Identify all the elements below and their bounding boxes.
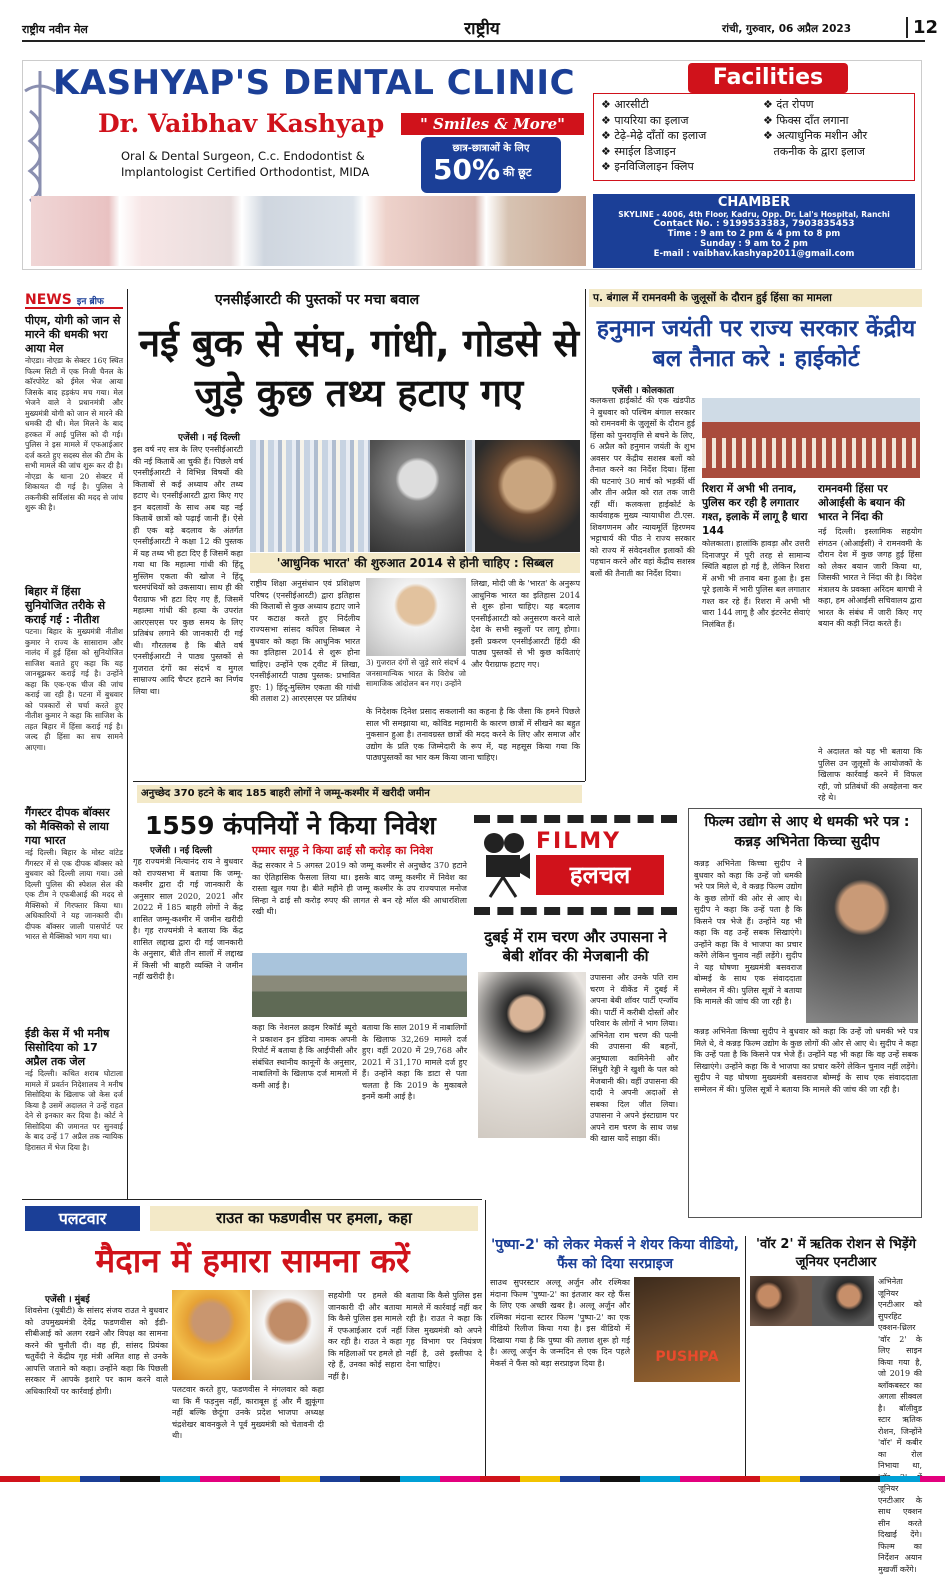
brief-headline: बिहार में हिंसा सुनियोजित तरीके से कराई गई : नीतीश <box>25 585 106 626</box>
ramcharan-body: उपासना और उनके पति राम चरण ने वीकेंड में दुबई में अपना बेबी शॉवर पार्टी एन्जॉय की। पार्टी में करीबी दोस्तों और परिवार के लोगों ने भाग लिया। अभिनेता राम चरण की पत्नी की उपासना की बहनों, अनुष्पाला कामिनेनी और सिंधुरी रेड्डी ने खुशी के पल को मेजबानी की। वहीं उपासना की दादी ने अपनी अदाओं से सबका दिल जीत लिया। उपासना ने अपने इंस्टाग्राम पर अपने राम चरण के साथ जश्न की खास यादें साझा कीं। <box>590 973 678 1143</box>
paper-name: राष्ट्रीय नवीन मेल <box>22 23 88 36</box>
bengal-headline: हनुमान जयंती पर राज्य सरकार केंद्रीय बल तैनात करे : हाईकोर्ट <box>596 316 916 372</box>
chamber-email: E-mail : vaibhav.kashyap2011@gmail.com <box>653 249 855 259</box>
facility-item: ❖ पायरिया का इलाज <box>601 113 689 127</box>
pushpa-body: साउथ सुपरस्टार अल्लू अर्जुन और रश्मिका मंदाना फिल्म 'पुष्पा-2' का इंतजार कर रहे फैंस के लिए एक अच्छी खबर है। अल्लू अर्जुन और रश्मिका मंदाना स्टारर फिल्म 'पुष्पा-2' का एक वीडियो रिलीज किया गया है। इस वीडियो में दिखाया गया है कि पुष्पा की तलाश शुरू हो गई है। अल्लू अर्जुन के जन्मदिन से एक दिन पहले मेकर्स ने फैंस को बड़ा सरप्राइज दिया है। <box>490 1278 630 1368</box>
chamber-sunday: Sunday : 9 am to 2 pm <box>700 239 808 249</box>
ncert-kicker: एनसीईआरटी की पुस्तकों पर मचा बवाल <box>215 292 420 308</box>
section-name: राष्ट्रीय <box>464 19 500 39</box>
footer-color-bar <box>0 1476 945 1482</box>
jk-body-2: केंद्र सरकार ने 5 अगस्त 2019 को जम्मू कश्मीर से अनुच्छेद 370 हटाने का ऐतिहासिक फैसला लिया था। इसके बाद जम्मू कश्मीर में निवेश का रास्ता खुल गया है। बीते महीने ही जम्मू कश्मीर के उप राज्यपाल मनोज सिन्हा ने ढाई सौ करोड़ रुपए की लागत से बन रहे मॉल की आधारशिला रखी थी। <box>252 861 467 916</box>
sibal-photo <box>366 578 466 656</box>
column-divider <box>585 289 586 781</box>
credentials-line-1: Oral & Dental Surgeon, C.c. Endodontist & <box>121 149 365 163</box>
column-divider <box>127 289 128 1199</box>
chamber-box <box>593 194 915 268</box>
chamber-address: SKYLINE - 4006, 4th Floor, Kadru, Opp. Dr. Lal's Hospital, Ranchi <box>618 210 890 219</box>
pushpa-poster <box>634 1277 740 1382</box>
ncert-body-1: इस वर्ष नए सत्र के लिए एनसीईआरटी की नई किताबें आ चुकी हैं। पिछले वर्ष एनसीईआरटी ने विभिन्न विषयों की किताबों से कई अध्याय और तथ्य हटाए थे। एनसीईआरटी द्वारा किए गए इन बदलावों के साथ अब यह नई किताबें छात्रों को पढ़ाई जानी हैं। ऐसे ही एक बड़े बदलाव के अंतर्गत एनसीईआरटी ने कक्षा 12 की पुस्तक में यह तथ्य भी हटा दिए हैं जिसमें कहा गया था कि महात्मा गांधी की हिंदू मुस्लिम एकता की खोज ने हिंदू चरमपंथियों को उकसाया। साथ ही की पैराग्राफ भी हटा दिए गए हैं, जिसमें महात्मा गांधी की हत्या के उपरांत आरएसएस पर कुछ समय के लिए प्रतिबंध लगाने की जानकारी दी गई थी। गौरतलब है कि बीते वर्ष एनसीईआरटी ने पाठ्य पुस्तकों से गुजरात दंगों का संदर्भ व मुगल साम्राज्य आदि चैप्टर हटाने का निर्णय लिया था। <box>133 445 244 696</box>
bengal-body-2: कोलकाता। हालांकि हावड़ा और उत्तरी दिनाजपुर में पूरी तरह से सामान्य स्थिति बहाल हो गई है, लेकिन रिशरा में अभी भी तनाव बना हुआ है। इस पूरे इलाके में भारी पुलिस बल लगातार गश्त कर रहे हैं। रिशरा में अभी भी धारा 144 लागू है और इंटरनेट सेवाएं निलंबित हैं। <box>702 539 810 629</box>
facility-item: ❖ आरसीटी <box>601 98 649 111</box>
news-label: NEWS <box>25 292 72 308</box>
kiccha-body-bottom: कन्नड़ अभिनेता किच्चा सुदीप ने बुधवार को कहा कि उन्हें जो धमकी भरे पत्र मिले थे, वे कन्नड़ फिल्म उद्योग के कुछ लोगों की ओर से आए थे। सुदीप ने कहा कि उन्हें पता है कि किसने पत्र भेजे हैं। उन्होंने यह भी कहा कि वह उन्हें सबक सिखाएंगे। उन्होंने कहा कि वे भाजपा का प्रचार करेंगे लेकिन चुनाव नहीं लड़ेंगे। सुदीप ने यह घोषणा मुख्यमंत्री बसवराज बोम्मई के साथ एक संवाददाता सम्मेलन में की। पुलिस सूत्रों ने बताया कि मामले की जांच की जा रही है। <box>694 1027 918 1094</box>
ncert-body-2: राष्ट्रीय शिक्षा अनुसंधान एवं प्रशिक्षण परिषद (एनसीईआरटी) द्वारा इतिहास की किताबों से कुछ अध्याय हटाए जाने पर कटाक्ष करते हुए निर्दलीय राज्यसभा सांसद कपिल सिब्बल ने बुधवार को कहा कि आधुनिक भारत का इतिहास 2014 से शुरू होना चाहिए। उन्होंने एक ट्वीट में लिखा, एनसीईआरटी पाठ्य पुस्तक: प्रभावित हुए: 1) हिंदू-मुस्लिम एकता की गांधी की तलाश 2) आरएसएस पर प्रतिबंध <box>250 579 360 703</box>
kiccha-photo <box>806 858 918 1023</box>
bengal-body-4: ने अदालत को यह भी बताया कि पुलिस उन जुलूसों के आयोजकों के खिलाफ कार्रवाई करने में विफल रही, जो प्रतिबंधों की अवहेलना कर रहे थे। <box>818 747 922 802</box>
section-divider <box>133 781 585 782</box>
facilities-left-list <box>601 97 706 175</box>
facilities-right-list <box>763 97 867 159</box>
column-divider <box>485 1200 486 1476</box>
facilities-title: Facilities <box>688 63 848 93</box>
brief-headline: पीएम, योगी को जान से मारने की धमकी भरा आया मेल <box>25 314 121 355</box>
building-windows <box>702 438 920 468</box>
fadnavis-photo <box>172 1290 250 1380</box>
filmy-halchal-banner <box>474 815 677 915</box>
raut-body-3: सहयोगी पर हमले की जानकारी दी और बताया कि कैसे पुलिस इस मामले में एफआईआर दर्ज नहीं कर रही है। राउत ने कहा कि महिलाओं पर हमले हो रहे हैं, उनका कोई सहारा नहीं है। <box>328 1291 402 1381</box>
news-brief-header <box>25 289 123 309</box>
jk-body-4: बताया कि साल 2019 में नाबालिगों के खिलाफ 32,269 मामले दर्ज हुए। वहीं 2020 में 29,768 और 2021 में 31,170 मामले दर्ज हुए हैं। उन्होंने कहा कि डाटा से पता चलता है कि 2019 के मुकाबले इनमें कमी आई है। <box>362 1023 467 1101</box>
raut-byline: एजेंसी । मुंबई <box>45 1295 90 1305</box>
chamber-contact: Contact No. : 9199533383, 7903835453 <box>653 219 855 229</box>
chamber-title: CHAMBER <box>717 195 791 210</box>
column-divider <box>745 1236 746 1476</box>
high-court-photo <box>702 398 920 478</box>
ncert-body-3: लिखा, मोदी जी के 'भारत' के अनुरूप आधुनिक भारत का इतिहास 2014 से शुरू होना चाहिए। यह बदलाव एनसीईआरटी को अनुसरण करने वाले देश के सभी स्कूलों पर लागू होगा। इसी प्रकरण एनसीईआरटी हिंदी की पाठ्य पुस्तकों से भी कुछ कविताएं और पैराग्राफ हटाए गए। <box>471 579 580 669</box>
news-brief-column <box>25 314 123 1196</box>
facility-item: ❖ स्माईल डिजाइन <box>601 144 676 158</box>
halchal-label: हलचल <box>536 855 664 895</box>
ramcharan-headline: दुबई में राम चरण और उपासना ने बेबी शॉवर की मेजबानी की <box>484 928 667 965</box>
facility-item: तकनीक के द्वारा इलाज <box>773 144 865 158</box>
raut-photo <box>252 1290 324 1380</box>
facility-item: ❖ इनविजिलाइन क्लिप <box>601 160 694 173</box>
war2-headline: 'वॉर 2' में ऋतिक रोशन से भिड़ेंगे जूनियर एनटीआर <box>755 1237 916 1270</box>
ramcharan-photo <box>478 972 586 1138</box>
raut-body-4: बताया कि कैसे पुलिस इस मामले में कार्रवाई नहीं कर रही है। राउत ने कहा कि जिस मुख्यमंत्री को अपने गृह विभाग पर नियंत्रण नहीं है, उसे इस्तीफा दे देना चाहिए। <box>406 1291 482 1369</box>
ncert-subhead: 'आधुनिक भारत' की शुरुआत 2014 से होनी चाहिए : सिब्बल <box>250 553 580 573</box>
pushpa-poster-title: PUSHPA <box>655 1349 719 1365</box>
facility-item: ❖ दंत रोपण <box>763 98 814 111</box>
offer-percent: 50% <box>433 153 501 186</box>
bengal-body-1: कलकत्ता हाईकोर्ट की एक खंडपीठ ने बुधवार को पश्चिम बंगाल सरकार को रामनवमी के जुलूसों के दौरान हुई हिंसा को पुनरावृत्ति से बचने के लिए, 6 अप्रैल को हनुमान जयंती के शुभ अवसर पर केंद्रीय सशस्त्र बलों को तैनात करने का निर्देश दिया। हिंसा की घटनाएं 30 मार्च को भड़कीं थीं और तीन अप्रैल को रात तक जारी रहीं थीं। कलकत्ता हाईकोर्ट के कार्यवाहक मुख्य न्यायाधीश टी.एस. शिवगणनम और न्यायमूर्ति हिरण्मय भट्टाचार्य की पीठ ने राज्य सरकार को राज्य में संवेदनशील इलाकों की पहचान करने और वहां केंद्रीय सशस्त्र बलों की तैनाती का निर्देश दिया। <box>590 396 695 578</box>
gandhi-photo <box>370 440 465 552</box>
masthead <box>22 14 939 42</box>
dental-ad <box>22 60 922 270</box>
raut-kicker: राउत का फडणवीस पर हमला, कहा <box>150 1206 478 1231</box>
facility-item: ❖ अत्याधुनिक मशीन और <box>763 129 868 142</box>
jk-byline: एजेंसी । नई दिल्ली <box>150 846 212 856</box>
brief-body: नोएडा। नोएडा के सेक्टर 16ए स्थित फिल्म सिटी में एक निजी चैनल के कॉरपोरेट को ईमेल भेज आया जिसके बाद हड़कंप मच गया। मेल भेजने वाले ने प्रधानमंत्री और मुख्यमंत्री योगी को जान से मारने की धमकी दी थी। मेल मिलने के बाद हरकत में आई पुलिस को दी गई। पुलिस ने इस मामले में एफआईआर दर्ज करते हुए सदस्य सेल की टीम के सभी मामले की जांच शुरू कर दी है। नोएडा के थाना 20 सेक्टर में शिकायत दी गई है। पुलिस ने तकनीकी सर्विलांस की मदद से जांच शुरू की है। <box>25 356 123 512</box>
raut-headline: मैदान में हमारा सामना करें <box>95 1241 410 1280</box>
bengal-body-3: नई दिल्ली। इस्लामिक सहयोग संगठन (ओआईसी) ने रामनवमी के दौरान देश में कुछ जगह हुई हिंसा को लेकर बयान जारी किया था, जिसकी भारत ने निंदा की है। विदेश मंत्रालय के प्रवक्ता अरिंदम बागची ने कहा, हम ओआईसी सचिवालय द्वारा भारत के संबंध में जारी किए गए बयान की कड़ी निंदा करते हैं। <box>818 527 922 628</box>
godse-photo <box>475 440 580 552</box>
ncert-books-photo <box>250 440 580 552</box>
brief-body: पटना। बिहार के मुख्यमंत्री नीतीश कुमार ने राज्य के सासाराम और नालंद में हुई हिंसा को सुनियोजित साजिश बताते हुए कहा कि यह जानबूझकर कराई गई है। उन्होंने कहा कि एक-एक चीज की जांच कराई जा रही है। पटना में बुधवार को पत्रकारों से चर्चा करते हुए नीतीश कुमार ने कहा कि साजिश के तहत बिहार में हिंसा कराई गई है। जल्द ही हिंसा का सच सामने आएगा। <box>25 627 123 752</box>
brief-headline: ईडी केस में भी मनीष सिसोदिया को 17 अप्रैल तक जेल <box>25 1027 110 1068</box>
kiccha-body-top: कन्नड़ अभिनेता किच्चा सुदीप ने बुधवार को कहा कि उन्हें जो धमकी भरे पत्र मिले थे, वे कन्नड़ फिल्म उद्योग के कुछ लोगों की ओर से आए थे। सुदीप ने कहा कि उन्हें पता है कि किसने पत्र भेजे हैं। उन्होंने यह भी कहा कि वह उन्हें सबक सिखाएंगे। उन्होंने कहा कि वे भाजपा का प्रचार करेंगे लेकिन चुनाव नहीं लड़ेंगे। सुदीप ने यह घोषणा मुख्यमंत्री बसवराज बोम्मई के साथ एक संवाददाता सम्मेलन में की। पुलिस सूत्रों ने बताया कि मामले की जांच की जा रही है। <box>694 859 802 1006</box>
dateline: रांची, गुरुवार, 06 अप्रैल 2023 <box>722 23 851 35</box>
section-divider <box>22 1199 482 1200</box>
jk-body-3: कहा कि नेशनल क्राइम रिकॉर्ड ब्यूरो ने प्रकाशन इन इंडिया नामक अपनी रिपोर्ट में बताया है कि आईपीसी और संबंधित स्थानीय कानूनों के अनुसार, नाबालिगों के खिलाफ दर्ज मामलों में कमी आई है। <box>252 1023 357 1090</box>
sibal-caption: 3) गुजरात दंगों से जुड़े सारे संदर्भ 4 जनसामान्यिक भारत के विरोध जो सामाजिक आंदोलन बन गए। उन्होंने <box>366 658 466 688</box>
doctor-name: Dr. Vaibhav Kashyap <box>98 109 385 138</box>
brief-body: नई दिल्ली। बिहार के मोस्ट वांटेड गैंगस्टर में से एक दीपक बॉक्सर को बुधवार को दिल्ली लाया गया। उसे दिल्ली पुलिस की स्पेशल सेल की एक टीम ने एफबीआई की मदद से मैक्सिको में गिरफ्तार किया था। अधिकारियों ने यह जानकारी दी। दीपक बॉक्सर जाली पासपोर्ट पर भारत से मैक्सिको भाग गया था। <box>25 848 123 941</box>
clinic-name: KASHYAP'S DENTAL CLINIC <box>53 63 576 103</box>
ncert-headline: नई बुक से संघ, गांधी, गोडसे से जुड़े कुछ तथ्य हटाए गए <box>138 321 580 415</box>
facility-item: ❖ टेढ़े-मेढ़े दाँतों का इलाज <box>601 129 707 142</box>
discount-badge <box>421 137 561 193</box>
offer-suffix: की छूट <box>503 166 532 179</box>
filmy-label: FILMY <box>536 829 622 854</box>
raut-body-1: शिवसेना (यूबीटी) के सांसद संजय राउत ने बुधवार को उपमुख्यमंत्री देवेंद्र फडणवीस को ईडी-सीबीआई को अलग रखने और विपक्ष का सामना करने की चुनौती दी। वह ही, सांसद प्रियंका चतुर्वेदी ने केंद्रीय गृह मंत्री अमित शाह से उनके आपत्ति जताने को कहा। उन्होंने कहा कि पिछली सरकार में आपके इशारे पर काम करने वाले अधिकारियों पर कार्रवाई होगी। <box>25 1306 168 1396</box>
brief-headline: गैंगस्टर दीपक बॉक्सर को मैक्सिको से लाया गया भारत <box>25 806 110 847</box>
bengal-subhead-2: रामनवमी हिंसा पर ओआईसी के बयान की भारत ने निंदा की <box>818 483 905 523</box>
brief-label: इन ब्रीफ <box>76 297 104 307</box>
dental-images <box>31 196 586 266</box>
bengal-subhead-1: रिशरा में अभी भी तनाव, पुलिस कर रही है लगातार गश्त, इलाके में लागू है धारा 144 <box>702 483 808 537</box>
jk-kicker: अनुच्छेद 370 हटने के बाद 185 बाहरी लोगों ने जम्मू-कश्मीर में खरीदी जमीन <box>137 785 582 803</box>
bengal-byline: एजेंसी । कोलकाता <box>612 386 674 396</box>
page-number: 12 <box>906 17 938 38</box>
raut-body-2: पलटवार करते हुए, फडणवीस ने मंगलवार को कहा था कि मैं फड़नुस नहीं, काराबूस हूं और मैं झुकूंगा नहीं बल्कि छेदूंगा उनके प्रदेश भाजपा अध्यक्ष चंद्रशेखर बावनकुले ने पूर्व मुख्यमंत्री को चेतावनी दी थी। <box>172 1385 324 1440</box>
tagline-badge: " Smiles & More" <box>401 113 584 135</box>
ncert-byline: एजेंसी । नई दिल्ली <box>178 433 240 443</box>
ncert-body-4: के निदेशक दिनेश प्रसाद सकलानी का कहना है कि जैसा कि हमने पिछले साल भी समझाया था, कोविड महामारी के कारण छात्रों में सीखने का बहुत नुकसान हुआ है। तनावग्रस्त छात्रों की मदद करने के लिए और समाज और उद्योग के प्रति एक जिम्मेदारी के रूप में, यह महसूस किया गया कि पाठ्यपुस्तकों का भार कम किया जाना चाहिए। <box>366 707 580 762</box>
credentials-line-2: Implantologist Certified Orthodontist, MIDA <box>121 165 370 179</box>
raut-label: पलटवार <box>25 1206 140 1231</box>
war2-body: अभिनेता जूनियर एनटीआर को सुपरहिट एक्शन-थ्रिलर 'वॉर 2' के लिए साइन किया गया है, जो 2019 की ब्लॉकबस्टर का अगला सीक्वल है। बॉलीवुड स्टार ऋतिक रोशन, जिन्होंने 'वॉर' में कबीर का रोल निभाया था, जूनियर एनटीआर के साथ एक्शन सीन करते दिखाई देंगे। फिल्म का निर्देशन अयान मुखर्जी करेंगे। <box>878 1277 922 1574</box>
chamber-time: Time : 9 am to 2 pm & 4 pm to 8 pm <box>667 229 841 239</box>
offer-text: छात्र-छात्राओं के लिए <box>452 143 530 154</box>
brief-body: नई दिल्ली। कथित शराब घोटाला मामले में प्रवर्तन निदेशालय ने मनीष सिसोदिया के खिलाफ जो केस दर्ज किया है उसमें अदालत ने उन्हें राहत देने से इनकार कर दिया है। कोर्ट ने सिसोदिया की जमानत पर सुनवाई के बाद उन्हें 17 अप्रैल तक न्यायिक हिरासत में भेज दिया है। <box>25 1069 123 1152</box>
jk-body-1: गृह राज्यमंत्री नित्यानंद राय ने बुधवार को राज्यसभा में बताया कि जम्मू-कश्मीर द्वारा दी गई जानकारी के अनुसार साल 2020, 2021 और 2022 में 185 बाहरी लोगों ने केंद्र शासित जम्मू-कश्मीर में जमीन खरीदी है। गृह राज्यमंत्री ने बताया कि केंद्र शासित लद्दाख द्वारा दी गई जानकारी के अनुसार, बीते तीन सालों में लद्दाख में किसी भी बाहरी व्यक्ति ने जमीन नहीं खरीदी है। <box>133 857 243 981</box>
jk-headline: 1559 कंपनियों ने किया निवेश <box>145 811 436 840</box>
film-camera-icon <box>480 829 530 899</box>
bengal-kicker: प. बंगाल में रामनवमी के जुलूसों के दौरान हुई हिंसा का मामला <box>589 289 922 307</box>
kiccha-headline: फिल्म उद्योग से आए थे धमकी भरे पत्र : कन्नड़ अभिनेता किच्चा सुदीप <box>704 814 910 850</box>
pushpa-headline: 'पुष्पा-2' को लेकर मेकर्स ने शेयर किया वीडियो, फैंस को दिया सरप्राइज <box>490 1237 740 1272</box>
jk-subhead: एम्मार समूह ने किया ढाई सौ करोड़ का निवेश <box>252 844 433 857</box>
facility-item: ❖ फिक्स दाँत लगाना <box>763 113 849 127</box>
jk-construction-photo <box>252 953 467 1017</box>
